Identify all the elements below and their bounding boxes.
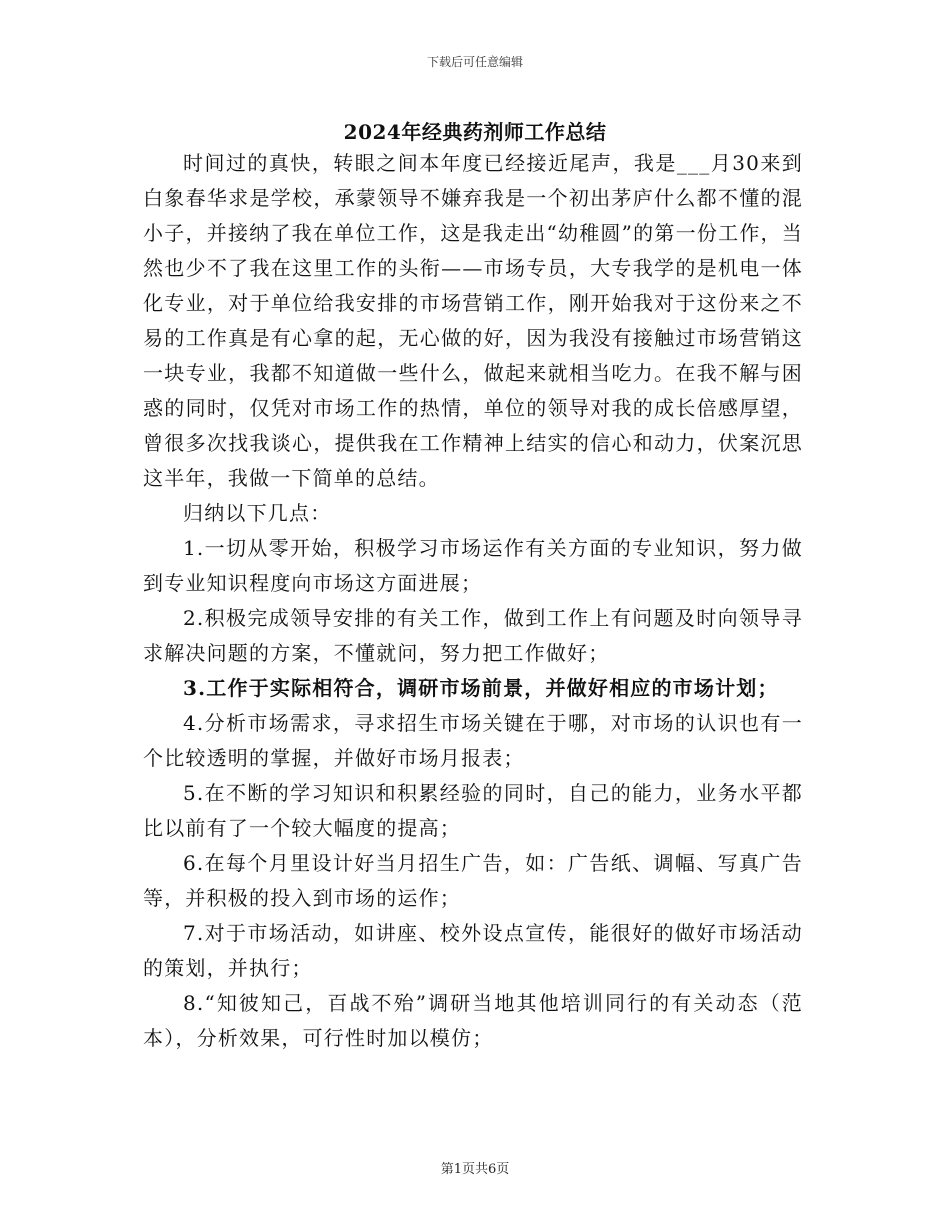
summary-lead-paragraph: 归纳以下几点： <box>183 501 332 525</box>
list-item-6: 6.在每个月里设计好当月招生广告，如：广告纸、调幅、写真广告等，并积极的投入到市场的运作； <box>143 851 803 910</box>
intro-paragraph: 时间过的真快，转眼之间本年度已经接近尾声，我是___月30来到白象春华求是学校，承蒙领导不嫌弃我是一个初出茅庐什么都不懂的混小子，并接纳了我在单位工作，这是我走出“幼稚圆”的第一份工作，当然也少不了我在这里工作的头衔——市场专员，大专我学的是机电一体化专业，对于单位给我安排的市场营销工作，刚开始我对于这份来之不易的工作真是有心拿的起，无心做的好，因为我没有接触过市场营销这一块专业，我都不知道做一些什么，做起来就相当吃力。在我不解与困惑的同时，仅凭对市场工作的热情，单位的领导对我的成长倍感厚望，曾很多次找我谈心，提供我在工作精神上结实的信心和动力，伏案沉思这半年，我做一下简单的总结。 <box>143 151 803 490</box>
list-item-2: 2.积极完成领导安排的有关工作，做到工作上有问题及时向领导寻求解决问题的方案，不懂就问，努力把工作做好； <box>143 606 803 665</box>
header-note: 下载后可任意编辑 <box>426 55 523 69</box>
list-item-1: 1.一切从零开始，积极学习市场运作有关方面的专业知识，努力做到专业知识程度向市场这方面进展； <box>143 536 803 595</box>
list-item-4: 4.分析市场需求，寻求招生市场关键在于哪，对市场的认识也有一个比较透明的掌握，并做好市场月报表； <box>143 711 803 770</box>
list-item-7: 7.对于市场活动，如讲座、校外设点宣传，能很好的做好市场活动的策划，并执行； <box>143 921 803 980</box>
list-item-3: 3.工作于实际相符合，调研市场前景，并做好相应的市场计划； <box>183 676 779 700</box>
document-title: 2024年经典药剂师工作总结 <box>343 120 607 144</box>
list-item-8: 8.“知彼知己，百战不殆”调研当地其他培训同行的有关动态（范本），分析效果，可行性时加以模仿； <box>143 991 803 1050</box>
document-body <box>143 146 803 1056</box>
page-number-footer: 第1页共6页 <box>440 1162 510 1177</box>
list-item-5: 5.在不断的学习知识和积累经验的同时，自己的能力，业务水平都比以前有了一个较大幅度的提高； <box>143 781 803 840</box>
